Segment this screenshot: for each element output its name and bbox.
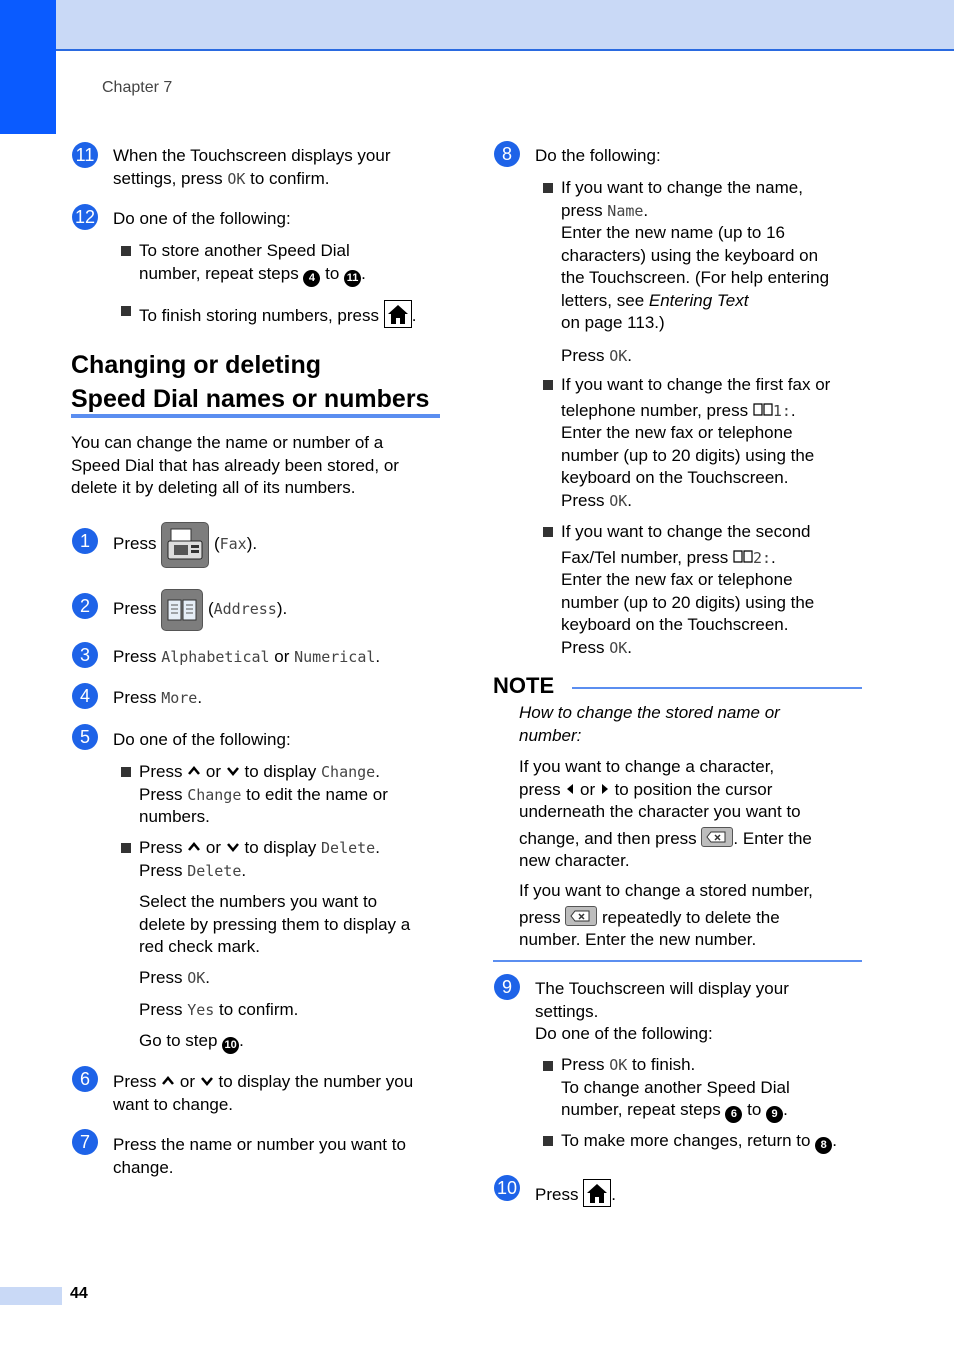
up-arrow-icon xyxy=(161,1072,175,1091)
text: or xyxy=(575,779,600,799)
line xyxy=(139,263,366,287)
step-11-text xyxy=(113,145,391,190)
step-11-line: When the Touchscreen displays your xyxy=(113,146,391,165)
text: letters, see xyxy=(561,290,649,310)
step-6-text xyxy=(113,1071,413,1116)
text: to display the number you xyxy=(213,1072,414,1091)
step-4-badge: 4 xyxy=(72,683,98,709)
step-3-text xyxy=(113,646,380,669)
text: Go to step xyxy=(139,1031,223,1050)
step-ref: 4 xyxy=(303,270,320,287)
text: Fax/Tel number, press xyxy=(561,547,733,567)
note-paragraph-2 xyxy=(519,880,813,952)
bullet xyxy=(121,767,131,777)
text: underneath the character you want to xyxy=(519,802,801,821)
text: . xyxy=(239,1031,244,1050)
name-key: Name xyxy=(607,201,644,220)
line xyxy=(139,837,380,860)
step-5-badge: 5 xyxy=(72,724,98,750)
heading-line-2: Speed Dial names or numbers xyxy=(71,385,430,413)
step-12-bullet-1 xyxy=(139,240,366,287)
home-icon xyxy=(583,1179,611,1207)
step-10-text xyxy=(535,1179,616,1207)
ok-key: OK xyxy=(187,969,206,987)
chapter-label: Chapter 7 xyxy=(102,79,173,96)
down-arrow-icon xyxy=(200,1072,214,1091)
text: . xyxy=(375,647,381,666)
text: keyboard on the Touchscreen. xyxy=(561,468,789,487)
text: . xyxy=(411,306,417,325)
text: or xyxy=(201,762,226,781)
text: change, and then press xyxy=(519,828,702,848)
step-1-text xyxy=(113,521,257,567)
step-8-intro: Do the following: xyxy=(535,146,661,165)
line xyxy=(561,547,814,570)
text: settings. xyxy=(535,1001,599,1021)
text: delete by pressing them to display a xyxy=(139,914,411,934)
delete-key: Delete xyxy=(321,839,376,857)
text: . xyxy=(783,1100,788,1119)
step-5-bullet-2 xyxy=(139,837,380,882)
text: Press xyxy=(139,968,188,987)
line xyxy=(561,490,830,513)
bullet xyxy=(543,1061,553,1071)
text: Press xyxy=(113,688,162,707)
bullet xyxy=(543,527,553,537)
step-5-press-yes xyxy=(139,999,298,1022)
fax-button-icon xyxy=(161,522,209,568)
bullet xyxy=(121,306,131,316)
step-ref: 6 xyxy=(725,1106,742,1123)
address-book-icon xyxy=(161,589,203,631)
text: to confirm. xyxy=(214,1000,299,1019)
change-key: Change xyxy=(187,785,242,804)
note-rule-top xyxy=(572,687,862,689)
fax-2-label: 2: xyxy=(752,548,772,567)
step-8-bullet-2 xyxy=(561,374,830,512)
backspace-icon xyxy=(565,906,597,926)
text: on page 113.) xyxy=(561,313,665,332)
text: . xyxy=(205,968,210,987)
heading-line-1: Changing or deleting xyxy=(71,351,321,379)
step-12-bullet-2 xyxy=(139,300,416,328)
text: If you want to change a character, xyxy=(519,757,775,776)
text: . xyxy=(197,688,203,707)
text: . xyxy=(627,345,632,365)
step-4-text xyxy=(113,687,202,710)
text: settings, press xyxy=(113,168,228,188)
text: . xyxy=(611,1185,616,1204)
text: number: xyxy=(519,725,582,745)
text: Press xyxy=(139,1000,188,1019)
text: . Enter the xyxy=(733,828,812,848)
text: or xyxy=(175,1072,200,1091)
header-band xyxy=(0,0,954,51)
step-10-badge: 10 xyxy=(494,1175,520,1201)
text: To finish storing numbers, press xyxy=(139,306,384,325)
bullet xyxy=(543,1136,553,1146)
text: Press xyxy=(561,345,610,365)
line xyxy=(561,637,814,660)
text: . xyxy=(627,637,632,657)
text: delete it by deleting all of its numbers. xyxy=(71,478,356,497)
text: If you want to change the first fax or xyxy=(561,375,831,394)
text: ( xyxy=(213,534,220,553)
ok-key: OK xyxy=(227,169,246,188)
text: red check mark. xyxy=(139,937,260,956)
more-key: More xyxy=(161,689,198,707)
left-arrow-icon xyxy=(565,780,575,799)
intro-paragraph xyxy=(71,432,399,500)
step-8-badge: 8 xyxy=(494,141,520,167)
text: want to change. xyxy=(113,1094,234,1114)
text: Press xyxy=(561,490,610,510)
home-icon xyxy=(384,300,412,328)
text: If you want to change a stored number, xyxy=(519,881,813,900)
text: repeatedly to delete the xyxy=(597,907,780,927)
line xyxy=(561,290,829,313)
step-12-intro: Do one of the following: xyxy=(113,209,291,228)
step-8-bullet-1 xyxy=(561,177,829,367)
line xyxy=(519,827,812,851)
text: to edit the name or xyxy=(241,784,388,804)
text: press xyxy=(561,200,608,220)
text: number (up to 20 digits) using the xyxy=(561,592,815,612)
text: to display xyxy=(239,762,322,781)
ok-key: OK xyxy=(609,491,628,510)
down-arrow-icon xyxy=(226,762,240,781)
text: . xyxy=(241,860,247,880)
text: press xyxy=(519,779,566,799)
numerical-key: Numerical xyxy=(294,648,376,666)
text: Select the numbers you want to xyxy=(139,892,378,911)
line xyxy=(113,1071,413,1094)
text: . xyxy=(375,762,380,781)
text: Press xyxy=(113,599,157,618)
bullet xyxy=(543,380,553,390)
text: You can change the name or number of a xyxy=(71,433,384,452)
text: number (up to 20 digits) using the xyxy=(561,445,815,465)
step-9-text xyxy=(535,978,789,1046)
section-heading xyxy=(71,350,429,414)
up-arrow-icon xyxy=(187,838,201,857)
text: To change another Speed Dial xyxy=(561,1077,790,1097)
step-9-bullet-2 xyxy=(561,1130,837,1154)
text: . xyxy=(832,1131,837,1150)
text: To make more changes, return to xyxy=(561,1131,816,1150)
text: numbers. xyxy=(139,807,210,826)
bullet xyxy=(121,843,131,853)
text: Press xyxy=(113,534,157,553)
text: The Touchscreen will display your xyxy=(535,979,789,998)
fax-1-label: 1: xyxy=(772,401,791,420)
line xyxy=(139,784,388,807)
note-paragraph-1 xyxy=(519,756,812,873)
text: new character. xyxy=(519,851,630,870)
link-entering-text[interactable]: Entering Text xyxy=(648,290,749,310)
text: Press xyxy=(139,762,188,781)
line xyxy=(519,779,812,802)
line xyxy=(519,906,813,930)
text: Press xyxy=(139,860,188,880)
text: Speed Dial that has already been stored, or xyxy=(71,455,399,475)
text: . xyxy=(375,838,380,857)
step-9-bullet-1 xyxy=(561,1054,790,1123)
step-ref: 8 xyxy=(815,1137,832,1154)
text: Press xyxy=(535,1185,584,1204)
text: or xyxy=(201,838,226,857)
text: number, repeat steps xyxy=(139,263,304,283)
text: Press xyxy=(139,838,188,857)
step-5-press-ok xyxy=(139,967,210,990)
text: to xyxy=(320,263,345,283)
ok-key: OK xyxy=(609,1056,628,1074)
fax-label: Fax xyxy=(219,535,247,553)
line xyxy=(561,400,830,423)
up-arrow-icon xyxy=(187,762,201,781)
line xyxy=(561,345,829,368)
text: to position the cursor xyxy=(609,779,773,799)
note-title: NOTE xyxy=(493,673,555,698)
step-1-badge: 1 xyxy=(72,528,98,554)
step-8-bullet-3 xyxy=(561,521,814,659)
text: to confirm. xyxy=(245,168,330,188)
heading-rule xyxy=(71,414,440,418)
step-12-badge: 12 xyxy=(72,204,98,230)
step-2-text xyxy=(113,587,287,631)
text: To store another Speed Dial xyxy=(139,241,350,260)
bullet xyxy=(543,183,553,193)
ok-key: OK xyxy=(609,346,628,365)
backspace-icon xyxy=(701,827,733,847)
bullet xyxy=(121,246,131,256)
step-5-select-paragraph xyxy=(139,891,410,959)
address-label: Address xyxy=(213,600,277,618)
text: to display xyxy=(239,838,322,857)
text: number. Enter the new number. xyxy=(519,930,757,949)
step-11-badge: 11 xyxy=(72,142,98,168)
text: Press xyxy=(561,637,610,657)
text: or xyxy=(269,647,295,666)
yes-key: Yes xyxy=(187,1001,215,1019)
text: Press the name or number you want to xyxy=(113,1135,406,1154)
step-ref: 11 xyxy=(344,270,361,287)
note-subtitle xyxy=(519,702,780,747)
text: . xyxy=(361,263,366,283)
text: . xyxy=(790,400,796,420)
text: to xyxy=(742,1100,767,1119)
text: Press xyxy=(113,647,162,666)
change-key: Change xyxy=(321,763,376,781)
text: ). xyxy=(246,534,258,553)
delete-key: Delete xyxy=(187,861,242,880)
text: Enter the new fax or telephone xyxy=(561,570,793,589)
text: . xyxy=(771,547,776,567)
text: the Touchscreen. (For help entering xyxy=(561,268,830,287)
page-number-bar xyxy=(0,1287,62,1305)
text: keyboard on the Touchscreen. xyxy=(561,615,789,634)
text: ( xyxy=(207,599,214,618)
step-5-bullet-1 xyxy=(139,761,388,829)
text: to finish. xyxy=(627,1055,696,1074)
text: If you want to change the second xyxy=(561,522,811,541)
text: number, repeat steps xyxy=(561,1100,726,1119)
step-ref: 10 xyxy=(222,1037,239,1054)
text: Press xyxy=(139,784,188,804)
line xyxy=(561,200,829,223)
line xyxy=(139,860,380,883)
line xyxy=(561,1054,790,1077)
step-7-badge: 7 xyxy=(72,1129,98,1155)
alphabetical-key: Alphabetical xyxy=(161,648,270,666)
step-6-badge: 6 xyxy=(72,1066,98,1092)
step-9-badge: 9 xyxy=(494,974,520,1000)
text: ). xyxy=(276,599,288,618)
page-number: 44 xyxy=(70,1285,88,1302)
text: Press xyxy=(561,1055,610,1074)
chapter-tab xyxy=(0,0,56,134)
text: . xyxy=(643,200,649,220)
text: press xyxy=(519,907,566,927)
step-11-line2 xyxy=(113,168,391,191)
step-5-go-to xyxy=(139,1030,244,1054)
step-7-text xyxy=(113,1134,406,1179)
step-2-badge: 2 xyxy=(72,593,98,619)
step-ref: 9 xyxy=(766,1106,783,1123)
step-3-badge: 3 xyxy=(72,642,98,668)
text: characters) using the keyboard on xyxy=(561,245,819,265)
line xyxy=(561,1099,790,1123)
right-arrow-icon xyxy=(600,780,610,799)
ok-key: OK xyxy=(609,638,628,657)
note-rule-bottom xyxy=(493,960,862,962)
text: Enter the new name (up to 16 xyxy=(561,223,785,242)
step-5-intro: Do one of the following: xyxy=(113,730,291,749)
book-icon xyxy=(753,401,773,420)
text: . xyxy=(627,490,632,510)
text: Enter the new fax or telephone xyxy=(561,423,793,442)
text: change. xyxy=(113,1157,174,1177)
book-icon xyxy=(733,548,753,567)
text: If you want to change the name, xyxy=(561,178,803,197)
text: Press xyxy=(113,1072,162,1091)
text: telephone number, press xyxy=(561,400,753,420)
line xyxy=(139,761,388,784)
down-arrow-icon xyxy=(226,838,240,857)
text: Do one of the following: xyxy=(535,1024,713,1043)
text: How to change the stored name or xyxy=(519,703,780,722)
